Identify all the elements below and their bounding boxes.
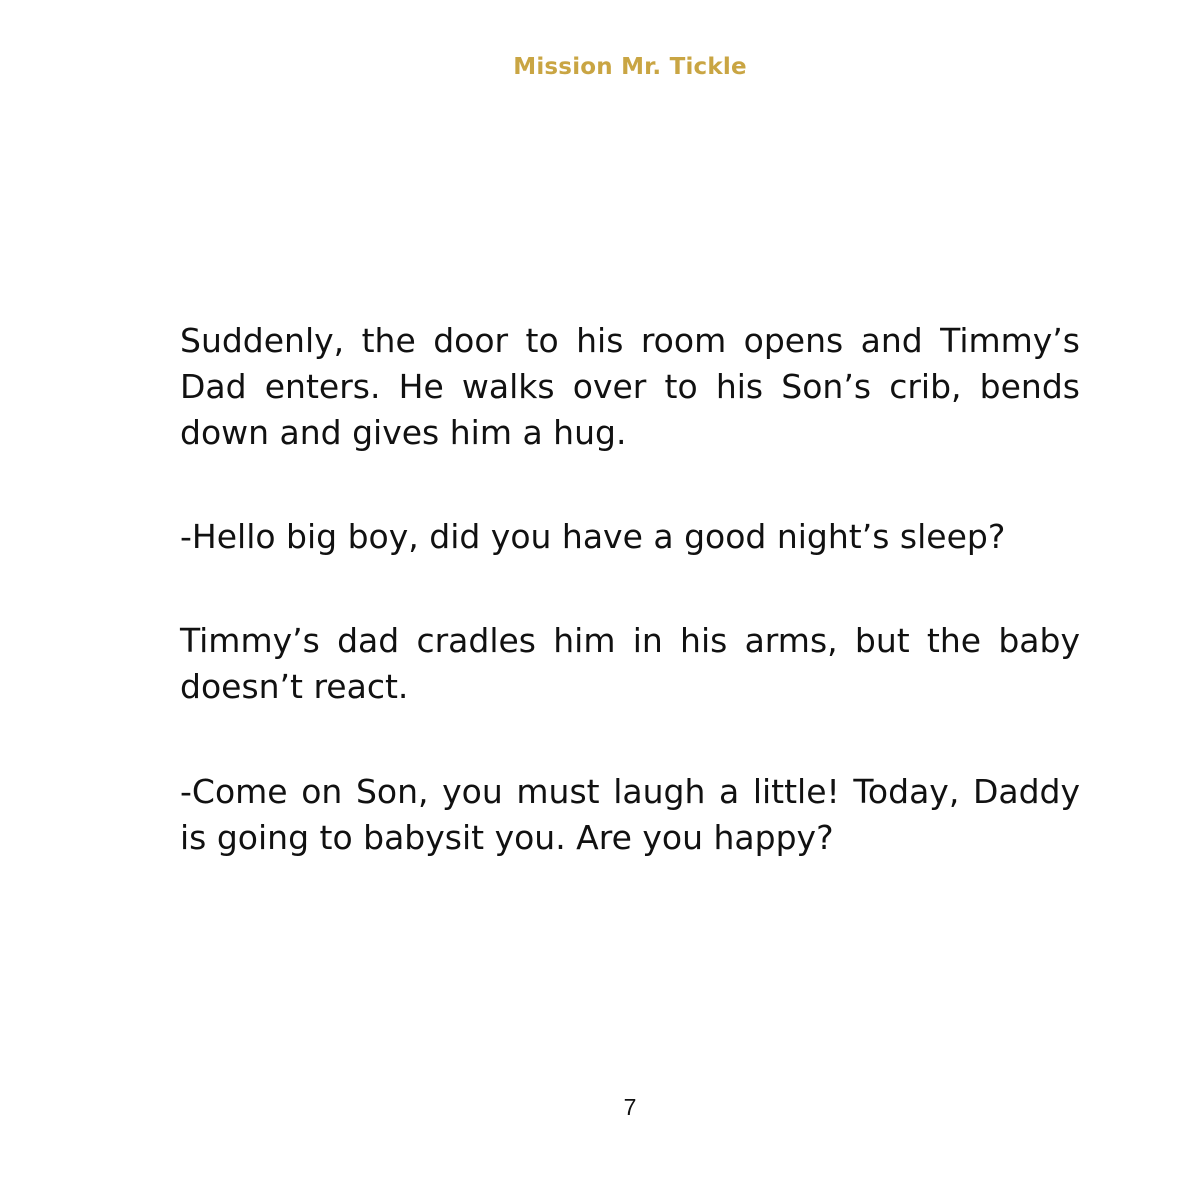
page-number: 7 bbox=[623, 1094, 637, 1120]
running-header-title: Mission Mr. Tickle bbox=[513, 54, 747, 80]
story-paragraph-2: -Hello big boy, did you have a good night’s sleep? bbox=[180, 517, 1006, 556]
story-paragraph-1: Suddenly, the door to his room opens and Timmy’s Dad enters. He walks over to his Son’s crib, bends down and gives him a hug. bbox=[180, 321, 1080, 452]
story-paragraph-3: Timmy’s dad cradles him in his arms, but the baby doesn’t react. bbox=[180, 621, 1080, 706]
story-text bbox=[180, 318, 1080, 861]
story-paragraph-4: -Come on Son, you must laugh a little! Today, Daddy is going to babysit you. Are you happy? bbox=[180, 772, 1080, 857]
